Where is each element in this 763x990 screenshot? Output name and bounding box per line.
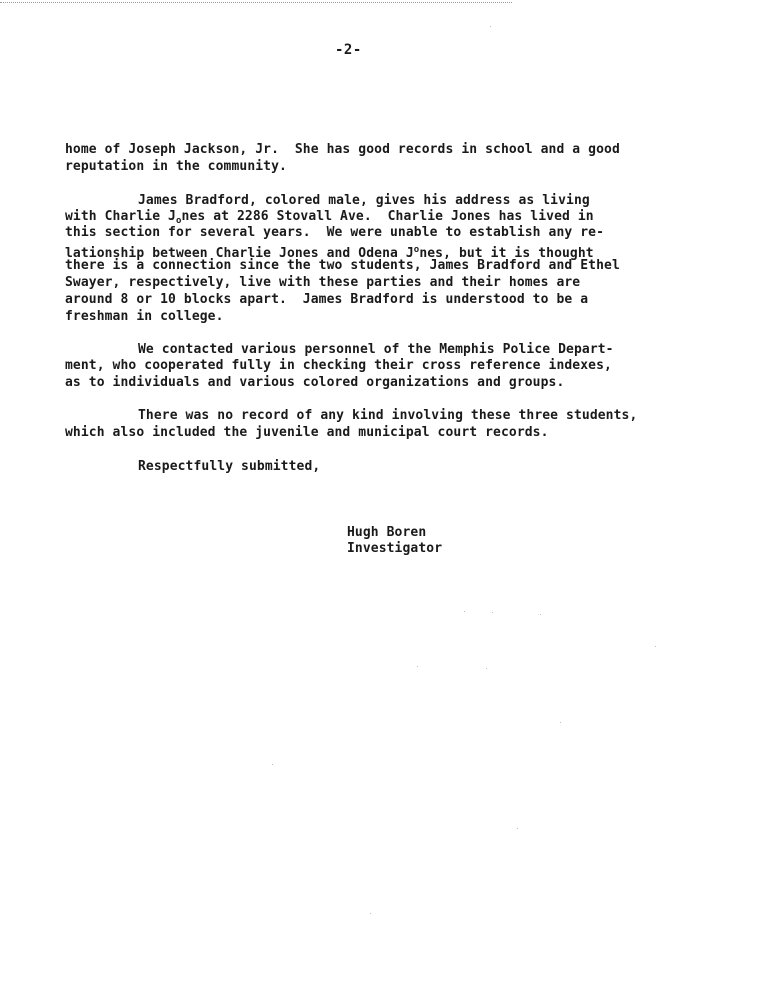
top-dotted-border	[0, 2, 512, 3]
text-line: James Bradford, colored male, gives his address as living	[138, 193, 590, 208]
scan-speck	[370, 913, 371, 914]
text-line: freshman in college.	[65, 309, 224, 324]
text-line: around 8 or 10 blocks apart. James Bradford is understood to be a	[65, 292, 589, 307]
superscript-letter: o	[413, 245, 420, 255]
scan-speck	[486, 668, 487, 669]
signature-title: Investigator	[347, 541, 443, 556]
scan-speck	[464, 611, 465, 612]
scan-speck	[540, 614, 541, 615]
text-line: there is a connection since the two students, James Bradford and Ethel	[65, 258, 620, 273]
text-line: which also included the juvenile and municipal court records.	[65, 425, 549, 440]
text-segment: nes, but it is thought	[419, 246, 594, 261]
text-segment: with Charlie J	[65, 209, 176, 224]
scan-speck	[517, 828, 518, 829]
signature-name: Hugh Boren	[347, 525, 427, 540]
text-segment: nes at 2286 Stovall Ave. Charlie Jones has lived in	[181, 209, 594, 224]
closing-line: Respectfully submitted,	[138, 459, 321, 474]
text-line: We contacted various personnel of the Memphis Police Depart-	[138, 342, 614, 357]
text-segment: lationship between Charlie Jones and Odena J	[65, 246, 414, 261]
subscript-letter: o	[175, 216, 182, 226]
text-line: as to individuals and various colored organizations and groups.	[65, 375, 565, 390]
text-line: Swayer, respectively, live with these parties and their homes are	[65, 275, 581, 290]
text-line: reputation in the community.	[65, 159, 287, 174]
page-number: -2-	[335, 42, 362, 58]
text-line: There was no record of any kind involving these three students,	[138, 408, 638, 423]
scan-speck	[417, 666, 418, 667]
text-line: home of Joseph Jackson, Jr. She has good records in school and a good	[65, 142, 620, 157]
scan-speck	[490, 26, 491, 27]
scan-speck	[492, 612, 493, 613]
scan-speck	[560, 722, 561, 723]
scan-speck	[655, 646, 656, 647]
text-line: this section for several years. We were unable to establish any re-	[65, 225, 605, 240]
scan-speck	[272, 764, 273, 765]
text-line: ment, who cooperated fully in checking their cross reference indexes,	[65, 358, 612, 373]
